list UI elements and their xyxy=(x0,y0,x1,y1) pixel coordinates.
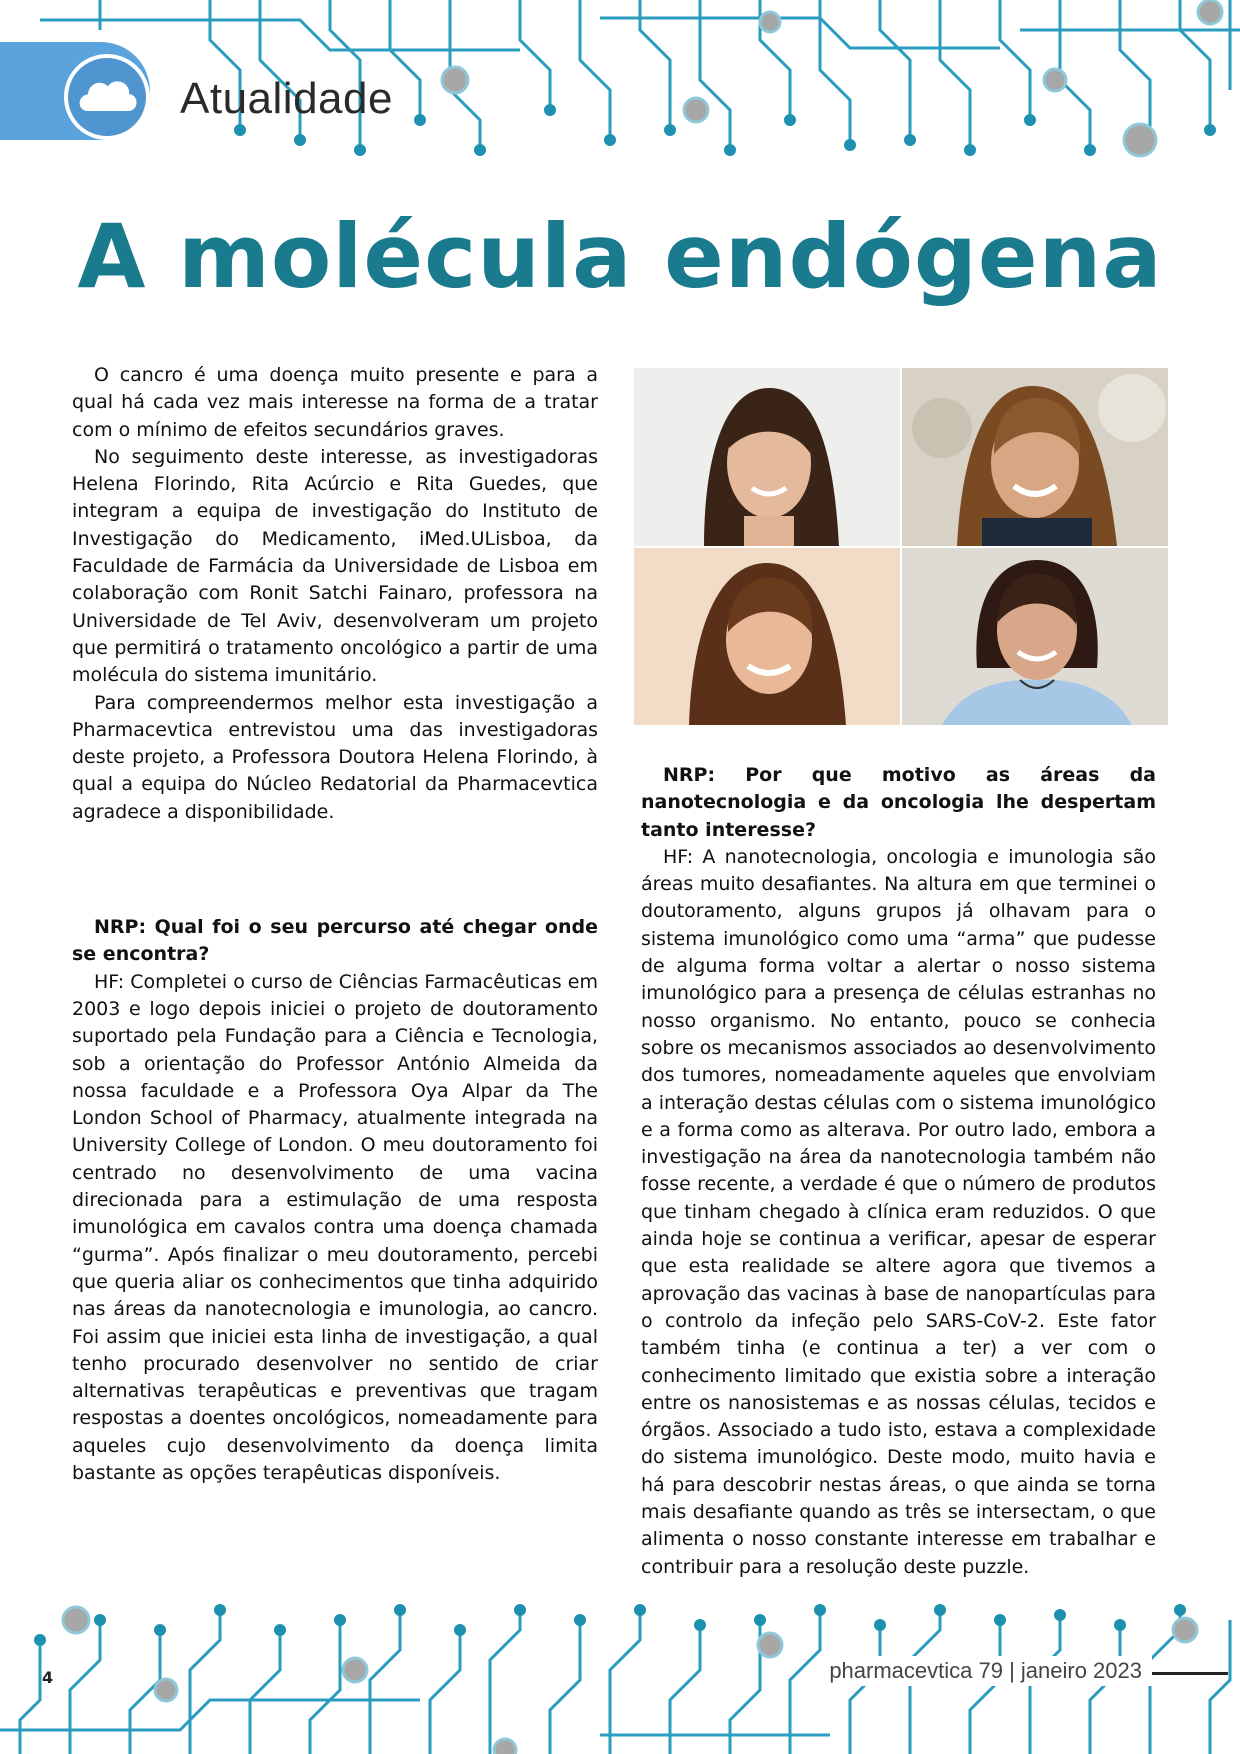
right-column xyxy=(641,762,1156,1581)
left-column xyxy=(72,362,598,1487)
page-number: 4 xyxy=(42,1668,54,1687)
interview-question: NRP: Por que motivo as áreas da nanotecnologia e da oncologia lhe despertam tanto interesse? xyxy=(641,764,1156,841)
researcher-photo xyxy=(634,368,900,546)
researcher-photo xyxy=(902,368,1168,546)
cloud-badge xyxy=(64,54,150,140)
researcher-photo xyxy=(902,548,1168,726)
intro-paragraph: No seguimento deste interesse, as investigadoras Helena Florindo, Rita Acúrcio e Rita Guedes, que integram a equipa de investigação do Instituto de Investigação do Medicamento, iMed.ULisboa, da Faculdade de Farmácia da Universidade de Lisboa em colaboração com Ronit Satchi Fainaro, professora na Universidade de Tel Aviv, desenvolveram um projeto que permitirá o tratamento oncológico a partir de uma molécula do sistema imunitário. xyxy=(72,445,598,687)
researcher-photo xyxy=(634,548,900,726)
interview-answer: HF: A nanotecnologia, oncologia e imunologia são áreas muito desafiantes. Na altura em que terminei o doutoramento, alguns grupos já olhavam para o sistema imunológico como uma “arma” que pudesse de alguma forma voltar a alertar o nosso sistema imunológico para a presença de células estranhas no nosso organismo. No entanto, pouco se conhecia sobre os mecanismos associados ao desenvolvimento dos tumores, nomeadamente aqueles que envolviam a interação destas células com o sistema imunológico e a forma como as alterava. Por outro lado, embora a investigação na área da nanotecnologia também não fosse recente, a verdade é que o número de produtos que tinham chegado à clínica eram reduzidos. O que ainda hoje se continua a verificar, apesar de esperar que esta realidade se altere agora que tivemos a aprovação das vacinas à base de nanopartículas para o controlo da infeção pelo SARS-CoV-2. Este fator também tinha (e continua a ter) a ver com o conhecimento limitado que existia sobre a interação entre os nanosistemas e as nossas células, tecidos e órgãos. Associado a tudo isto, estava a complexidade do sistema imunológico. Deste modo, muito havia e há para descobrir nestas áreas, o que ainda se torna mais desafiante quando as três se intersectam, o que alimenta o nosso constante interesse em trabalhar e contribuir para a resolução deste puzzle. xyxy=(641,845,1156,1578)
interview-answer: HF: Completei o curso de Ciências Farmacêuticas em 2003 e logo depois iniciei o projeto de doutoramento suportado pela Fundação para a Ciência e Tecnologia, sob a orientação do Professor António Almeida da nossa faculdade e a Professora Oya Alpar da The London School of Pharmacy, atualmente integrada na University College of London. O meu doutoramento foi centrado no desenvolvimento de uma vacina direcionada para a estimulação de uma resposta imunológica em cavalos contra uma doença chamada “gurma”. Após finalizar o meu doutoramento, percebi que queria aliar os conhecimentos que tinha adquirido nas áreas da nanotecnologia e imunologia, ao cancro. Foi assim que iniciei esta linha de investigação, a qual tenho procurado desenvolver no sentido de criar alternativas terapêuticas e preventivas que tragam respostas a doentes oncológicos, nomeadamente para aqueles cujo desenvolvimento da doença limita bastante as opções terapêuticas disponíveis. xyxy=(72,970,598,1484)
section-label: Atualidade xyxy=(180,74,393,123)
footer-divider xyxy=(1152,1672,1228,1675)
cloud-icon xyxy=(68,58,146,136)
intro-paragraph: Para compreendermos melhor esta investigação a Pharmacevtica entrevistou uma das investigadoras deste projeto, a Professora Doutora Helena Florindo, à qual a equipa do Núcleo Redatorial da Pharmacevtica agradece a disponibilidade. xyxy=(72,691,598,823)
article-title: A molécula endógena xyxy=(77,205,1163,308)
researchers-photo-grid xyxy=(634,368,1168,725)
intro-paragraph: O cancro é uma doença muito presente e para a qual há cada vez mais interesse na forma de a tratar com o mínimo de efeitos secundários graves. xyxy=(72,364,598,441)
publication-issue: pharmacevtica 79 | janeiro 2023 xyxy=(819,1656,1152,1686)
interview-question: NRP: Qual foi o seu percurso até chegar onde se encontra? xyxy=(72,916,598,966)
